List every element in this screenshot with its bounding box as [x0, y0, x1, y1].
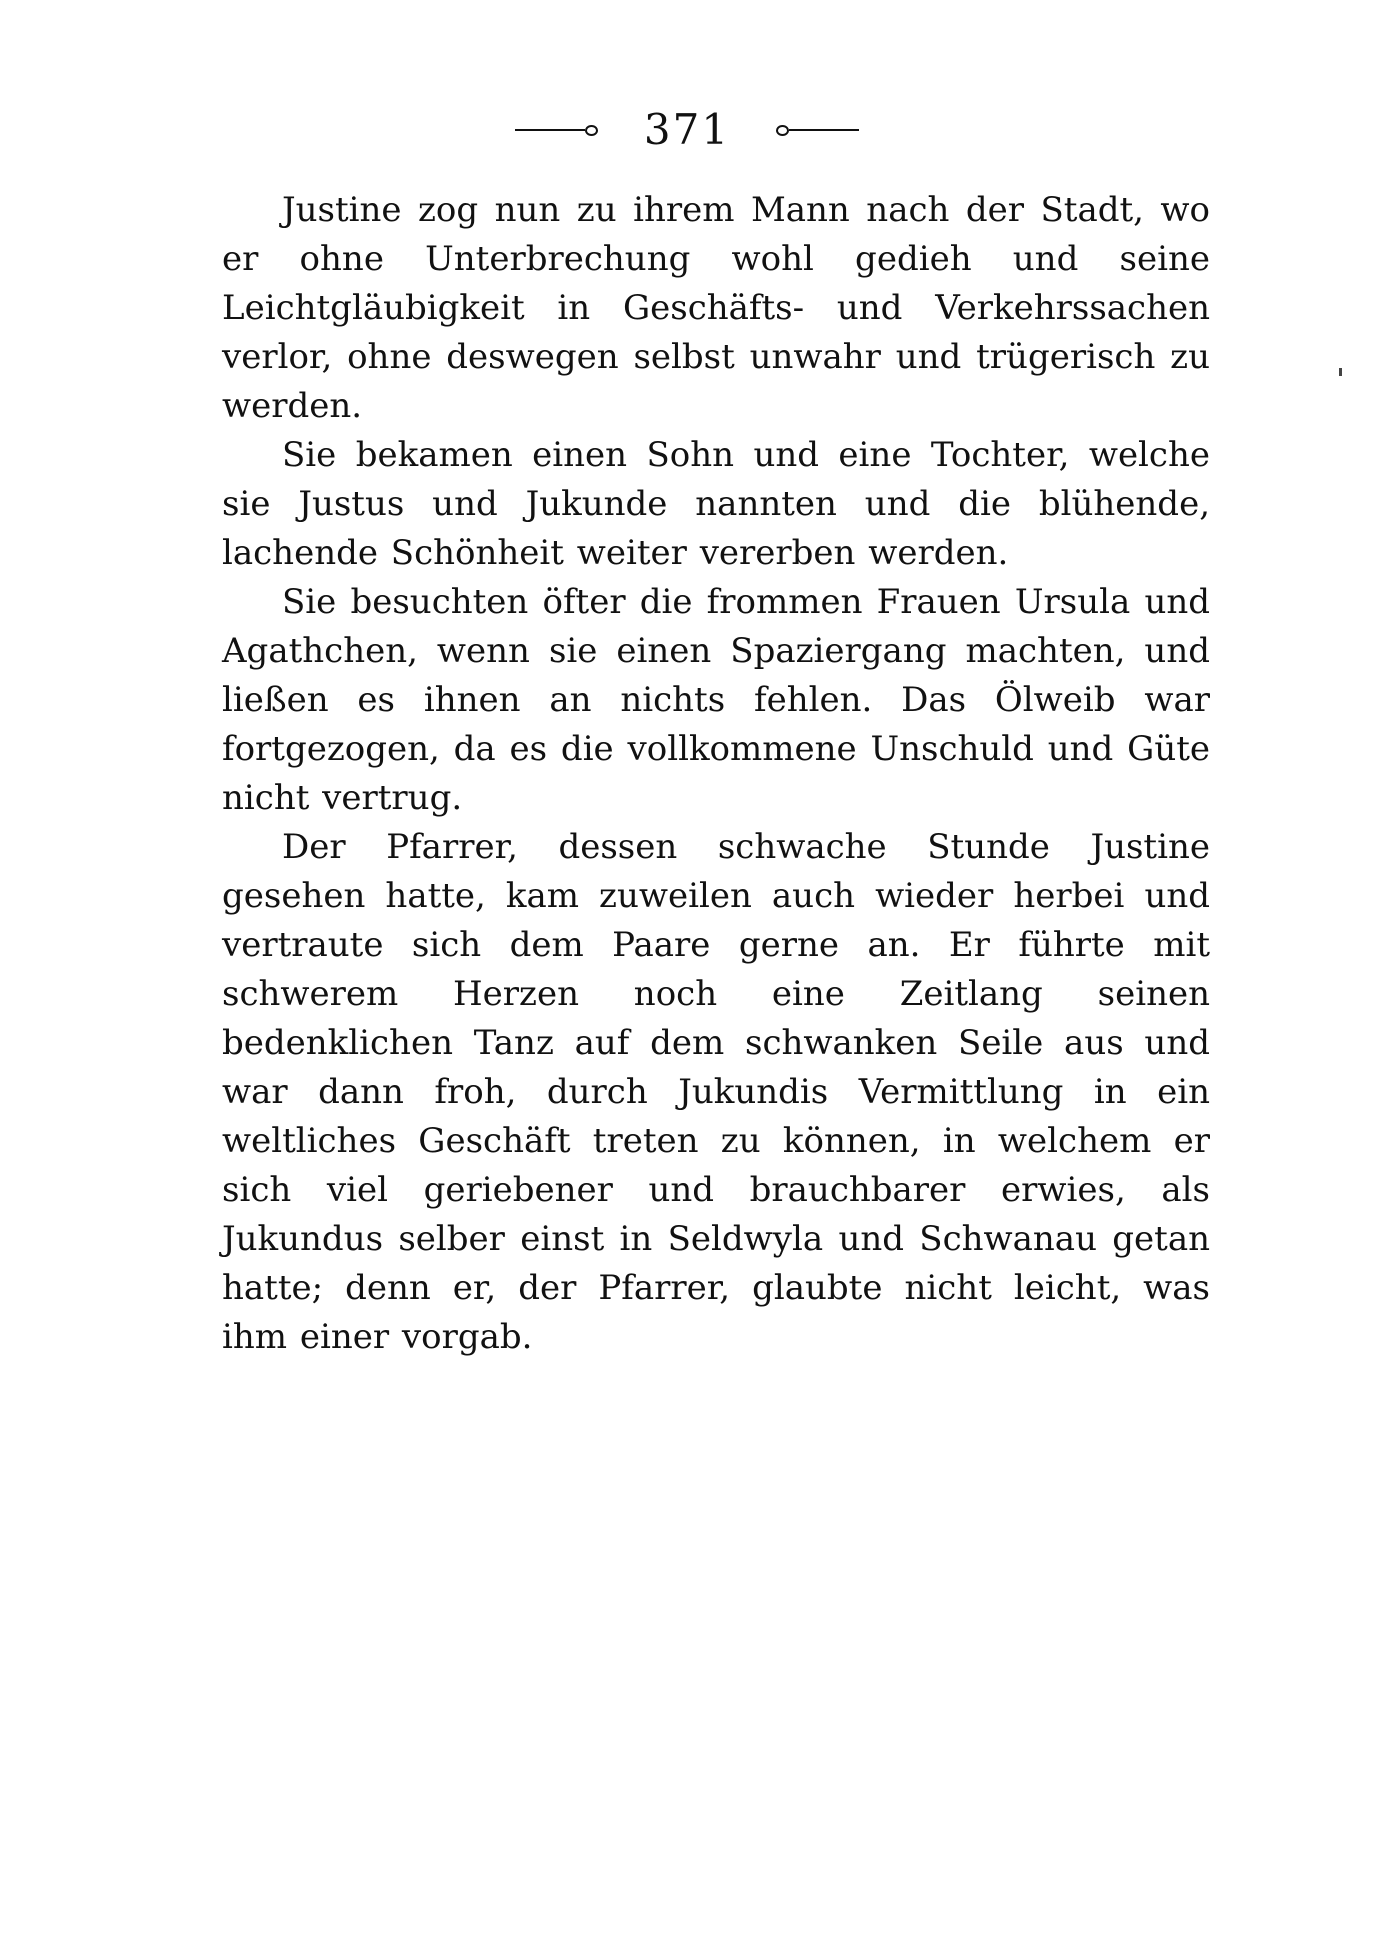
page-header — [0, 100, 1374, 160]
paragraph-3: Sie besuchten öfter die frommen Frauen Ursula und Agathchen, wenn sie einen Spaziergang machten, und ließen es ihnen an nichts fehlen. Das Ölweib war fortgezogen, da es die vollkommene Unschuld und Güte nicht vertrug. — [222, 582, 1210, 818]
paragraph-1: Justine zog nun zu ihrem Mann nach der Stadt, wo er ohne Unterbrechung wohl gedieh und seine Leichtgläubigkeit in Geschäfts- und Verkehrssachen verlor, ohne deswegen selbst unwahr und trügerisch zu werden. — [222, 190, 1210, 426]
scan-speck — [1339, 368, 1342, 376]
page-number: 371 — [643, 105, 731, 154]
paragraph-2: Sie bekamen einen Sohn und eine Tochter, welche sie Justus und Jukunde nannten und die blühende, lachende Schönheit weiter vererben werden. — [222, 435, 1210, 573]
left-ornament — [515, 125, 598, 136]
body-text — [222, 186, 1210, 1362]
right-ornament — [776, 125, 859, 136]
paragraph-4: Der Pfarrer, dessen schwache Stunde Justine gesehen hatte, kam zuweilen auch wieder herbei und vertraute sich dem Paare gerne an. Er führte mit schwerem Herzen noch eine Zeitlang seinen bedenklichen Tanz auf dem schwanken Seile aus und war dann froh, durch Jukundis Vermittlung in ein weltliches Geschäft treten zu können, in welchem er sich viel geriebener und brauchbarer erwies, als Jukundus selber einst in Seldwyla und Schwanau getan hatte; denn er, der Pfarrer, glaubte nicht leicht, was ihm einer vorgab. — [222, 827, 1210, 1357]
